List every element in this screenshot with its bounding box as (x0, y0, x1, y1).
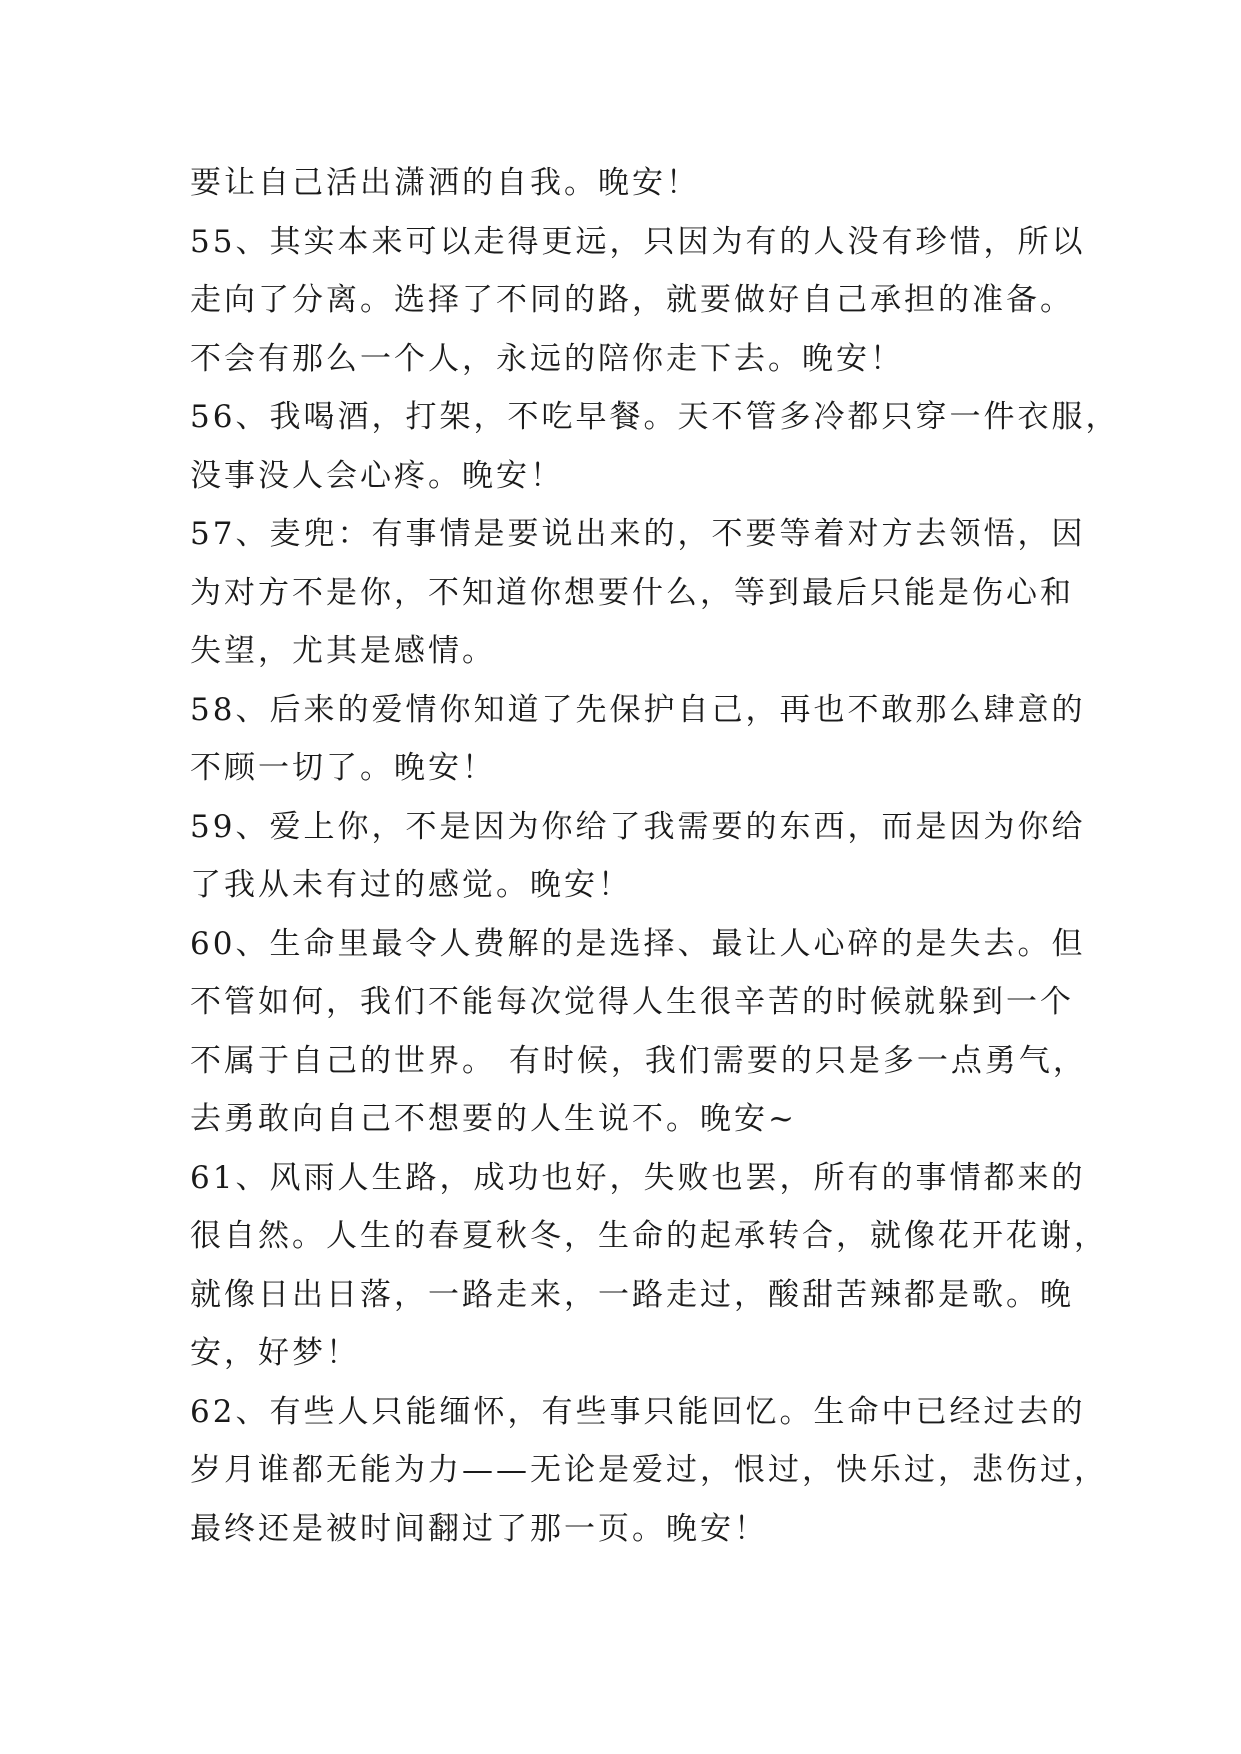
text-line: 要让自己活出潇洒的自我。晚安！ (190, 165, 700, 201)
text-line: 失望，尤其是感情。 (190, 633, 496, 669)
text-line: 59、爱上你，不是因为你给了我需要的东西，而是因为你给 (190, 808, 1086, 845)
text-line: 不管如何，我们不能每次觉得人生很辛苦的时候就躲到一个 (190, 984, 1074, 1020)
text-line: 不会有那么一个人，永远的陪你走下去。晚安！ (190, 340, 904, 377)
text-line: 最终还是被时间翻过了那一页。晚安！ (190, 1510, 768, 1547)
text-line: 岁月谁都无能为力——无论是爱过，恨过，快乐过，悲伤过， (190, 1452, 1108, 1488)
text-line: 安，好梦！ (190, 1335, 360, 1371)
text-line: 56、我喝酒，打架，不吃早餐。天不管多冷都只穿一件衣服， (190, 399, 1120, 435)
text-line: 很自然。人生的春夏秋冬，生命的起承转合，就像花开花谢， (190, 1218, 1108, 1254)
body-text (190, 154, 1120, 1558)
text-line: 不属于自己的世界。 有时候，我们需要的只是多一点勇气， (190, 1042, 1087, 1079)
text-line: 就像日出日落，一路走来，一路走过，酸甜苦辣都是歌。晚 (190, 1276, 1074, 1313)
text-line: 不顾一切了。晚安！ (190, 750, 496, 786)
text-line: 57、麦兜：有事情是要说出来的，不要等着对方去领悟，因 (190, 516, 1086, 552)
text-line: 58、后来的爱情你知道了先保护自己，再也不敢那么肆意的 (190, 691, 1086, 728)
text-line: 55、其实本来可以走得更远，只因为有的人没有珍惜，所以 (190, 223, 1086, 260)
text-line: 为对方不是你，不知道你想要什么，等到最后只能是伤心和 (190, 574, 1074, 611)
text-line: 61、风雨人生路，成功也好，失败也罢，所有的事情都来的 (190, 1159, 1086, 1196)
text-line: 62、有些人只能缅怀，有些事只能回忆。生命中已经过去的 (190, 1393, 1086, 1430)
text-line: 60、生命里最令人费解的是选择、最让人心碎的是失去。但 (190, 925, 1086, 962)
text-line: 走向了分离。选择了不同的路，就要做好自己承担的准备。 (190, 282, 1074, 318)
text-line: 去勇敢向自己不想要的人生说不。晚安~ (190, 1101, 797, 1137)
text-line: 了我从未有过的感觉。晚安！ (190, 867, 632, 903)
text-line: 没事没人会心疼。晚安！ (190, 457, 564, 494)
